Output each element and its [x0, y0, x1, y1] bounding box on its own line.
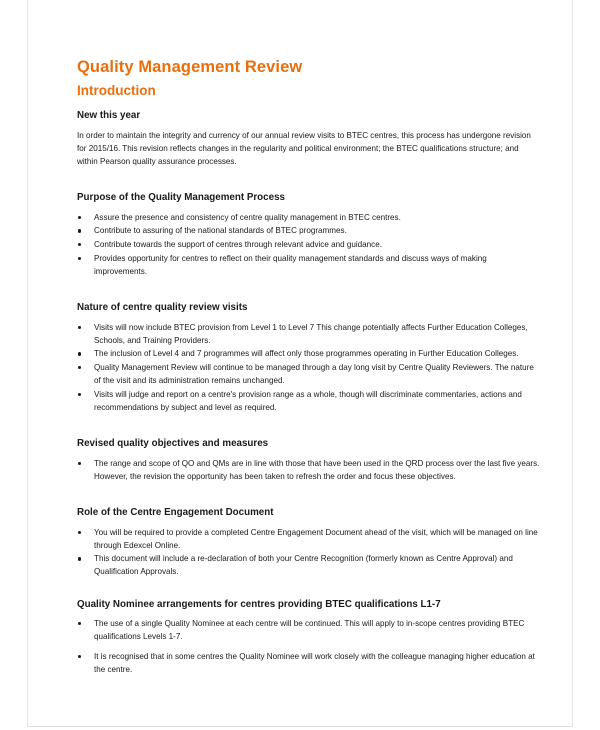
nature-of-visits-bullet-list	[77, 321, 541, 414]
page-title: Quality Management Review	[77, 58, 303, 76]
section-new-this-year	[77, 110, 541, 168]
section-nature-of-visits	[77, 302, 541, 414]
list-item: The range and scope of QO and QMs are in line with those that have been used in the QRD process over the last five years. However, the revision the opportunity has been taken to refresh the order and focus these objectives.	[77, 457, 541, 483]
list-item: Visits will now include BTEC provision from Level 1 to Level 7 This change potentially affects Further Education Colleges, Schools, and Training Providers.	[77, 321, 541, 347]
section-heading-engagement-document: Role of the Centre Engagement Document	[77, 506, 274, 518]
list-item: Provides opportunity for centres to reflect on their quality management standards and discuss ways of making improvements.	[77, 252, 541, 278]
document-subtitle: Introduction	[77, 83, 156, 99]
section-quality-nominee	[77, 599, 541, 676]
list-item: Quality Management Review will continue to be managed through a day long visit by Centre Quality Reviewers. The nature of the visit and its administration remains unchanged.	[77, 361, 541, 387]
section-heading-revised-objectives: Revised quality objectives and measures	[77, 437, 269, 449]
purpose-bullet-list	[77, 211, 541, 278]
intro-paragraph: In order to maintain the integrity and currency of our annual review visits to BTEC centres, this process has undergone revision for 2015/16. This revision reflects changes in the regularity and political environment; the BTEC qualifications structure; and within Pearson quality assurance processes.	[77, 130, 531, 166]
quality-nominee-bullet-list	[77, 617, 541, 675]
section-heading-purpose: Purpose of the Quality Management Process	[77, 192, 285, 204]
engagement-document-bullet-list	[77, 526, 541, 579]
list-item: Assure the presence and consistency of centre quality management in BTEC centres.	[77, 211, 541, 224]
section-heading-new-this-year: New this year	[77, 109, 141, 121]
section-heading-quality-nominee: Quality Nominee arrangements for centres providing BTEC qualifications L1-7	[77, 598, 441, 610]
document-content	[77, 58, 541, 682]
list-item: Contribute to assuring of the national standards of BTEC programmes.	[77, 224, 541, 237]
list-item: You will be required to provide a completed Centre Engagement Document ahead of the visit, which will be managed on line through Edexcel Online.	[77, 526, 541, 552]
document-page	[27, 0, 573, 727]
list-item: The inclusion of Level 4 and 7 programmes will affect only those programmes operating in Further Education Colleges.	[77, 347, 541, 360]
section-engagement-document	[77, 507, 541, 579]
list-item: The use of a single Quality Nominee at each centre will be continued. This will apply to in-scope centres providing BTEC qualifications Levels 1-7.	[77, 617, 541, 643]
section-purpose	[77, 192, 541, 278]
list-item: This document will include a re-declaration of both your Centre Recognition (formerly known as Centre Approval) and Qualification Approvals.	[77, 552, 541, 578]
section-revised-objectives	[77, 438, 541, 483]
list-item: Contribute towards the support of centres through relevant advice and guidance.	[77, 238, 541, 251]
list-item: Visits will judge and report on a centre's provision range as a whole, though will discriminate commentaries, actions and recommendations by subject and level as required.	[77, 388, 541, 414]
revised-objectives-bullet-list	[77, 457, 541, 483]
section-heading-nature-of-visits: Nature of centre quality review visits	[77, 301, 248, 313]
list-item: It is recognised that in some centres the Quality Nominee will work closely with the colleague managing higher education at the centre.	[77, 650, 541, 676]
